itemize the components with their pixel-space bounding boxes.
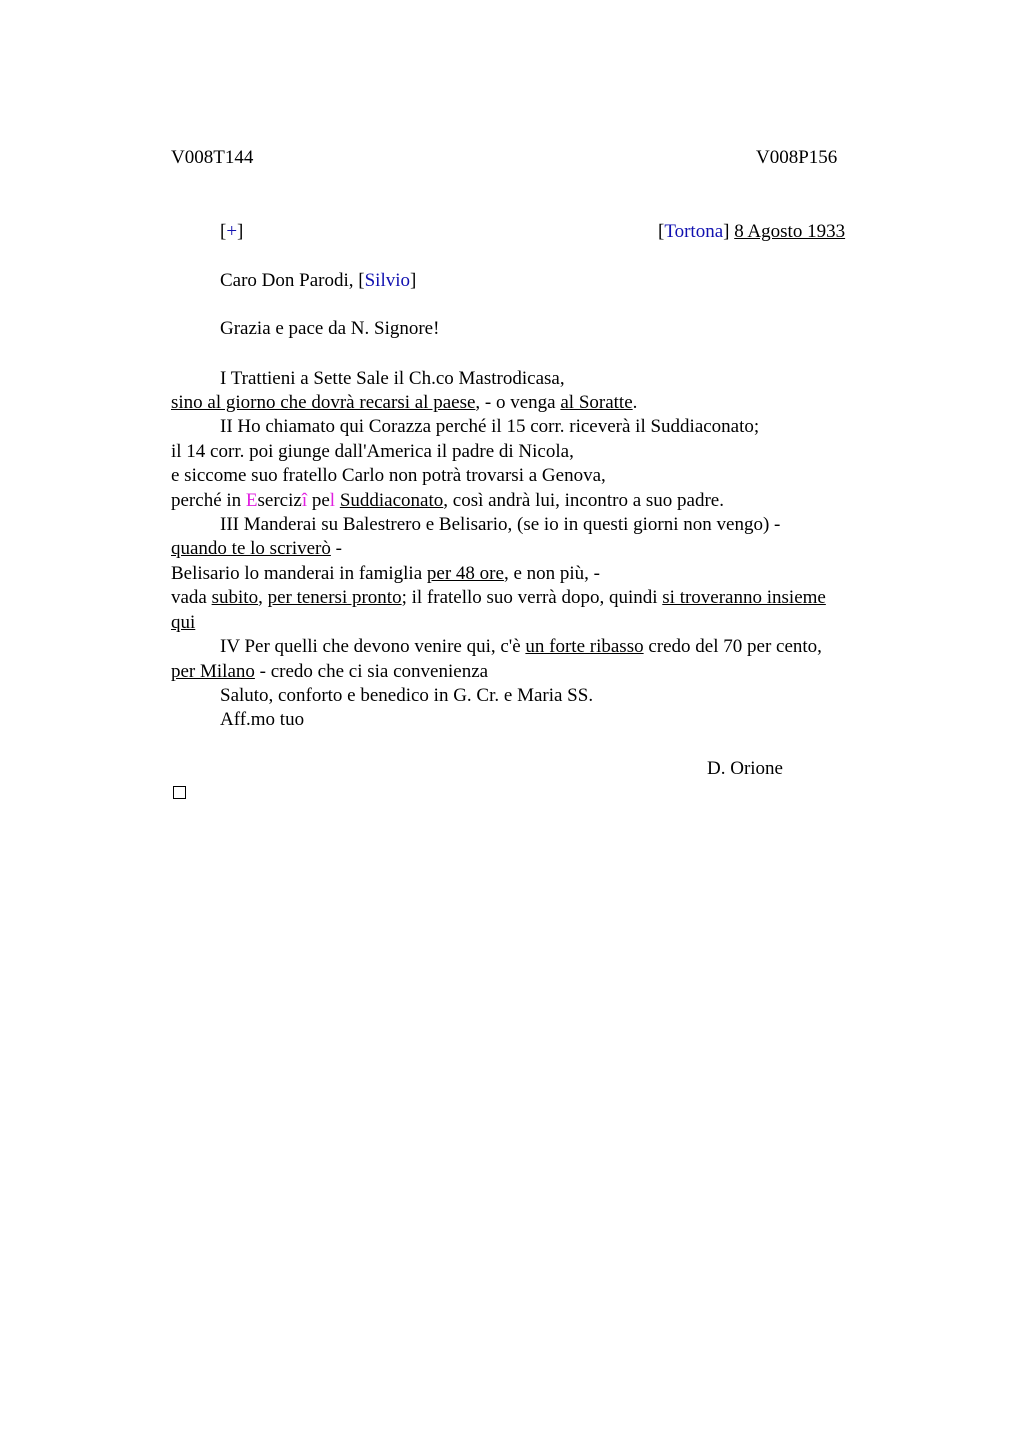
paragraph-4-line-1: IV Per quelli che devono venire qui, c'è un forte ribasso credo del 70 per cento, [220, 636, 822, 657]
paragraph-2-line-3: e siccome suo fratello Carlo non potrà trovarsi a Genova, [171, 465, 606, 486]
date: 8 Agosto 1933 [734, 221, 846, 242]
end-marker-box [173, 786, 186, 799]
place-date: [Tortona] 8 Agosto 1933 [658, 221, 846, 242]
paragraph-3-line-2: quando te lo scriverò - [171, 538, 342, 559]
cross-mark: [+] [220, 221, 244, 242]
paragraph-4-line-2: per Milano - credo che ci sia convenienza [171, 661, 489, 682]
paragraph-1-line-2: sino al giorno che dovrà recarsi al paese, - o venga al Soratte. [171, 392, 638, 413]
place: Tortona [664, 221, 724, 242]
greeting: Grazia e pace da N. Signore! [220, 318, 440, 339]
page-code: V008P156 [756, 147, 838, 168]
paragraph-3-line-1: III Manderai su Balestrero e Belisario, (se io in questi giorni non vengo) - [220, 514, 781, 535]
paragraph-3-line-3: Belisario lo manderai in famiglia per 48 ore, e non più, - [171, 563, 600, 584]
signature: D. Orione [707, 758, 783, 779]
paragraph-2-line-2: il 14 corr. poi giunge dall'America il padre di Nicola, [171, 441, 574, 462]
paragraph-2-line-1: II Ho chiamato qui Corazza perché il 15 corr. riceverà il Suddiaconato; [220, 416, 760, 437]
paragraph-2-line-4: perché in Esercizî pel Suddiaconato, così andrà lui, incontro a suo padre. [171, 490, 724, 511]
volume-code: V008T144 [171, 147, 254, 168]
cross-symbol: + [226, 221, 238, 242]
closing-blessing: Saluto, conforto e benedico in G. Cr. e Maria SS. [220, 685, 594, 706]
paragraph-3-line-5: qui [171, 612, 196, 633]
salutation: Caro Don Parodi, [Silvio] [220, 270, 417, 291]
closing-affectionate: Aff.mo tuo [220, 709, 305, 730]
paragraph-3-line-4: vada subito, per tenersi pronto; il fratello suo verrà dopo, quindi si troveranno insieme [171, 587, 826, 608]
paragraph-1-line-1: I Trattieni a Sette Sale il Ch.co Mastrodicasa, [220, 368, 565, 389]
recipient-name: Silvio [364, 270, 410, 291]
